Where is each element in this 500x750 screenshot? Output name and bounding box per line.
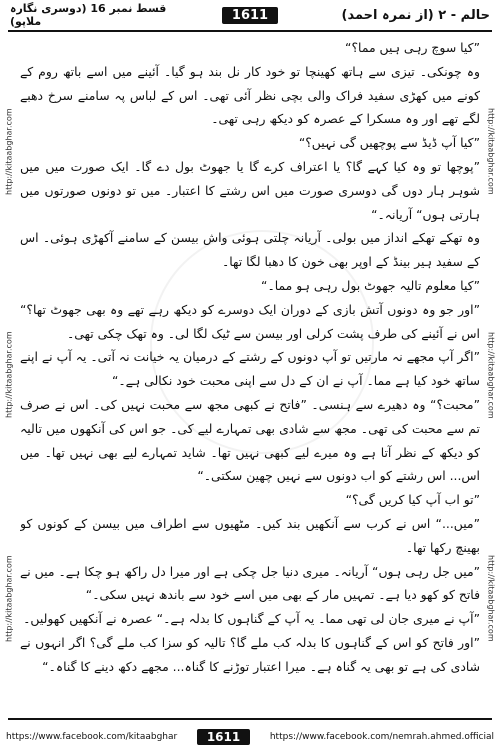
facebook-link-kitaabghar[interactable]: https://www.facebook.com/kitaabghar [6,732,178,742]
episode-label: قسط نمبر 16 (دوسری نگارہ ملاپو) [10,2,167,28]
paragraph: ”میں...“ اس نے کرب سے آنکھیں بند کیں۔ مٹھیوں سے اطراف میں بیسن کے کونوں کو بھینچ رکھا تھا۔ [20,515,480,555]
page-footer [0,724,500,750]
paragraph: ”میں جل رہی ہوں“ آریانہ۔ میری دنیا جل چکی ہے اور میرا دل راکھ ہو چکا ہے۔ میں نے فاتح کو کھو دیا ہے۔ تمہیں مار کے بھی میں اسے خود سے باندھ نہیں سکی۔“ [20,563,480,603]
side-watermark-right [484,40,498,710]
paragraph: ”اور فاتح کو اس کے گناہوں کا بدلہ کب ملے گا؟ تالیہ کو سزا کب ملے گی؟ اگر انہوں نے شادی کی ہے تو بھی یہ گناہ ہے۔ میرا اعتبار توڑنے کا گناہ... مجھے دکھ دینے کا گناہ۔“ [20,634,480,674]
page-header [0,0,500,30]
story-text [20,36,480,708]
paragraph: وہ تھکے تھکے انداز میں بولی۔ آریانہ چلتی ہوئی واش بیسن کے سامنے آکھڑی ہوئی۔ اس کے سفید ہیر بینڈ کے اوپر بھی خون کا دھبا لگا تھا۔ [20,230,480,270]
facebook-link-nemrah[interactable]: https://www.facebook.com/nemrah.ahmed.official [269,732,494,742]
page-number-badge: 1611 [222,7,278,24]
side-url-text: http://kitaabghar.com [486,555,496,642]
paragraph: ”کیا سوچ رہی ہیں مما؟“ [345,40,480,55]
paragraph: ”کیا معلوم تالیہ جھوٹ بول رہی ہو مما۔“ [261,277,480,293]
footer-page-number-badge: 1611 [197,729,250,745]
paragraph: ”کیا آپ ڈیڈ سے پوچھیں گی نہیں؟“ [298,135,480,151]
paragraph: ”اور جو وہ دونوں آتش بازی کے دوران ایک دوسرے کو دیکھ رہے تھے وہ بھی جھوٹ تھا؟“ اس نے آئینے کی طرف پشت کرلی اور بیسن سے ٹیک لگا لی۔ وہ تھک چکی تھی۔ [20,301,480,341]
paragraph: ”اگر آپ مجھے نہ مارتیں تو آپ دونوں کے رشتے کے درمیان یہ خیانت نہ آتی۔ یہ آپ نے اپنے ساتھ خود کیا ہے مما۔ آپ نے ان کے دل سے اپنی محبت خود نکالی ہے۔“ [20,349,480,389]
side-url-text: http://kitaabghar.com [486,331,496,419]
paragraph: ”پوچھا تو وہ کیا کہے گا؟ یا اعتراف کرے گا یا جھوٹ بول دے گا۔ ایک صورت میں میں شوہر ہار دوں گی دوسری صورت میں اس رشتے کا اعتبار۔ میں تو دونوں صورتوں میں ہارتی ہوں“ آریانہ۔“ [20,158,480,222]
paragraph: ”تو اب آپ کیا کریں گی؟“ [345,492,480,508]
paragraph: ”آپ نے میری جان لی تھی مما۔ یہ آپ کے گناہوں کا بدلہ ہے۔“ عصرہ نے آنکھیں کھولیں۔ [23,611,480,627]
paragraph: وہ چونکی۔ تیزی سے ہاتھ کھینچا تو خود کار نل بند ہو گیا۔ آئینے میں اسے باتھ روم کے کونے میں کھڑی سفید فراک والی بچی نظر آئی تھی۔ اس کے لباس پہ سامنے سرخ دھبے لگے تھے اور وہ مسکرا کے عصرہ کو دیکھ رہی تھی۔ [20,63,480,127]
book-title: حالم - ٢ (از نمرہ احمد) [341,7,490,23]
footer-divider [8,718,492,720]
side-url-text: http://kitaabghar.com [486,108,496,195]
side-watermark-left [2,40,16,710]
side-url-text: http://kitaabghar.com [4,108,14,195]
side-url-text: http://kitaabghar.com [4,331,14,419]
header-divider [8,30,492,32]
side-url-text: http://kitaabghar.com [4,555,14,642]
paragraph: ”محبت؟“ وہ دھیرے سے ہنسی۔ ”فاتح نے کبھی مجھ سے محبت نہیں کی۔ اس نے صرف تم سے محبت کی تھی۔ مجھ سے شادی بھی تمہارے لیے کی۔ جو اس کی آنکھوں میں تالیہ کو دیکھ کے نظر آتا ہے وہ میرے لیے کبھی نہیں تھا۔ شاید تمہارے لیے بھی نہیں تھا۔ میں اس... اس رشتے کو اب دونوں سے نہیں چھین سکتی۔“ [20,396,480,484]
